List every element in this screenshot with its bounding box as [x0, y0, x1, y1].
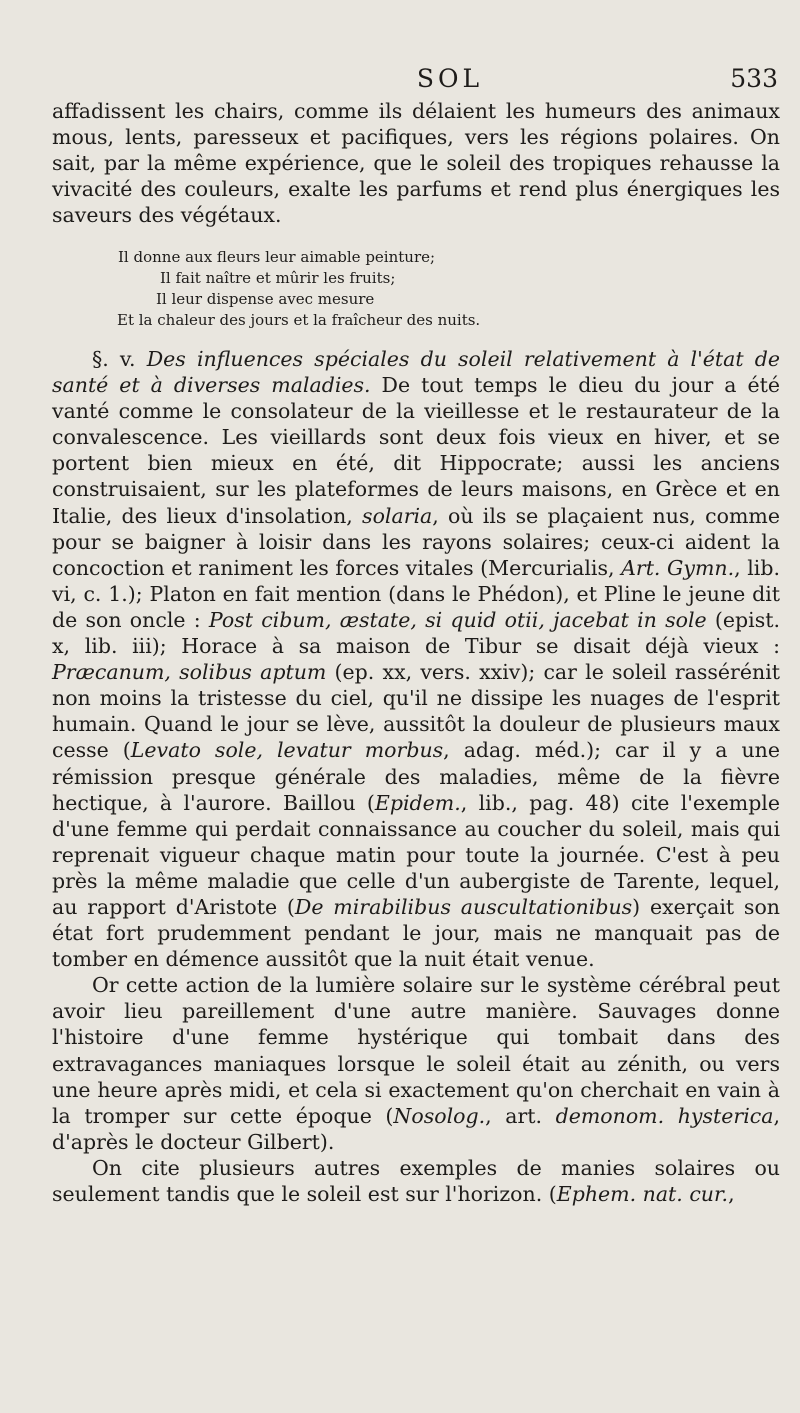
italic-run: De mirabilibus auscultationibus — [294, 894, 633, 919]
section-body — [52, 346, 780, 1207]
running-title: SOL — [416, 64, 484, 93]
italic-run: Art. Gymn. — [621, 555, 735, 580]
italic-run: solaria — [362, 503, 433, 528]
text-run: , lib. vi, c. 1.); Platon en fait mention (dans le Phédon), et Pline le jeune dit de son oncle : — [52, 555, 781, 632]
text-run: (ep. xx, vers. xxiv); car le soleil rassérénit non moins la tristesse du ciel, qu'il ne dissipe les nuages de l'esprit humain. Quand le jour se lève, aussitôt la douleur de plusieurs maux cesse ( — [52, 660, 780, 763]
section-title: Des influences spéciales du soleil relativement à l'état de santé et à diverses maladies. — [52, 347, 780, 398]
italic-run: Epidem. — [374, 790, 461, 815]
text-run: , — [728, 1182, 735, 1206]
paragraph-1-text: affadissent les chairs, comme ils délaient les humeurs des animaux mous, lents, paresseux et pacifiques, vers les régions polaires. On sait, par la même expérience, que le soleil des tropiques rehausse la vivacité des couleurs, exalte les parfums et rend plus énergiques les saveurs des végétaux. — [52, 99, 780, 228]
verse-line-1: Il donne aux fleurs leur aimable peinture; — [118, 248, 436, 266]
paragraph-continued — [52, 98, 780, 228]
text-run: (epist. x, lib. iii); Horace à sa maison de Tibur se disait déjà vieux : — [52, 607, 780, 659]
italic-run: demonom. hysterica — [555, 1103, 774, 1128]
section-paragraph — [52, 346, 780, 972]
verse-line-2: Il fait naître et mûrir les fruits; — [160, 269, 396, 287]
italic-run: Levato sole, levatur morbus — [130, 738, 444, 763]
verse-line-3: Il leur dispense avec mesure — [156, 290, 375, 308]
text-run: On cite plusieurs autres exemples de manies solaires ou seulement tandis que le soleil est sur l'horizon. ( — [52, 1155, 780, 1206]
italic-run: Nosolog. — [393, 1103, 486, 1128]
paragraph-4 — [52, 1155, 780, 1207]
text-run: , art. — [485, 1103, 556, 1128]
verse-line-4: Et la chaleur des jours et la fraîcheur des nuits. — [117, 311, 481, 329]
paragraph-3 — [52, 972, 780, 1155]
text-run: De tout temps le dieu du jour a été vanté comme le consolateur de la vieillesse et le restaurateur de la convalescence. Les vieillards sont deux fois vieux en hiver, et se portent bien mieux en été, dit Hippocrate; aussi les anciens construisaient, sur les plateformes de leurs maisons, en Grèce et en Italie, des lieux d'insolation, — [52, 373, 781, 528]
italic-run: Ephem. nat. cur. — [556, 1182, 729, 1206]
text-run: , d'après le docteur Gilbert). — [52, 1103, 780, 1154]
text-run: Or cette action de la lumière solaire sur le système cérébral peut avoir lieu pareillement d'une autre manière. Sauvages donne l'histoire d'une femme hystérique qui tombait dans des extravagances maniaques lorsque le soleil était au zénith, ou vers une heure après midi, et cela si exactement qu'on cherchait en vain à la tromper sur cette époque ( — [52, 973, 780, 1128]
italic-run: Post cibum, æstate, si quid otii, jacebat in sole — [208, 607, 707, 632]
running-head — [50, 62, 778, 96]
text-run: , adag. méd.); car il y a une rémission presque générale des maladies, même de la fièvre hectique, à l'aurore. Baillou ( — [52, 738, 780, 815]
italic-run: Præcanum, solibus aptum — [52, 660, 327, 685]
page-number: 533 — [730, 64, 778, 93]
text-run: , où ils se plaçaient nus, comme pour se baigner à loisir dans les rayons solaires; ceux-ci aident la concoction et raniment les forces vitales (Mercurialis, — [52, 503, 780, 580]
section-number: §. v. — [92, 347, 136, 371]
text-run: , lib., pag. 48) cite l'exemple d'une femme qui perdait connaissance au coucher du soleil, mais qui reprenait vigueur chaque matin pour toute la journée. C'est à peu près la même maladie que celle d'un aubergiste de Tarente, lequel, au rapport d'Aristote ( — [52, 790, 780, 919]
text-run: ) exerçait son état fort prudemment pendant le jour, mais ne manquait pas de tomber en démence aussitôt que la nuit était venue. — [52, 894, 780, 972]
